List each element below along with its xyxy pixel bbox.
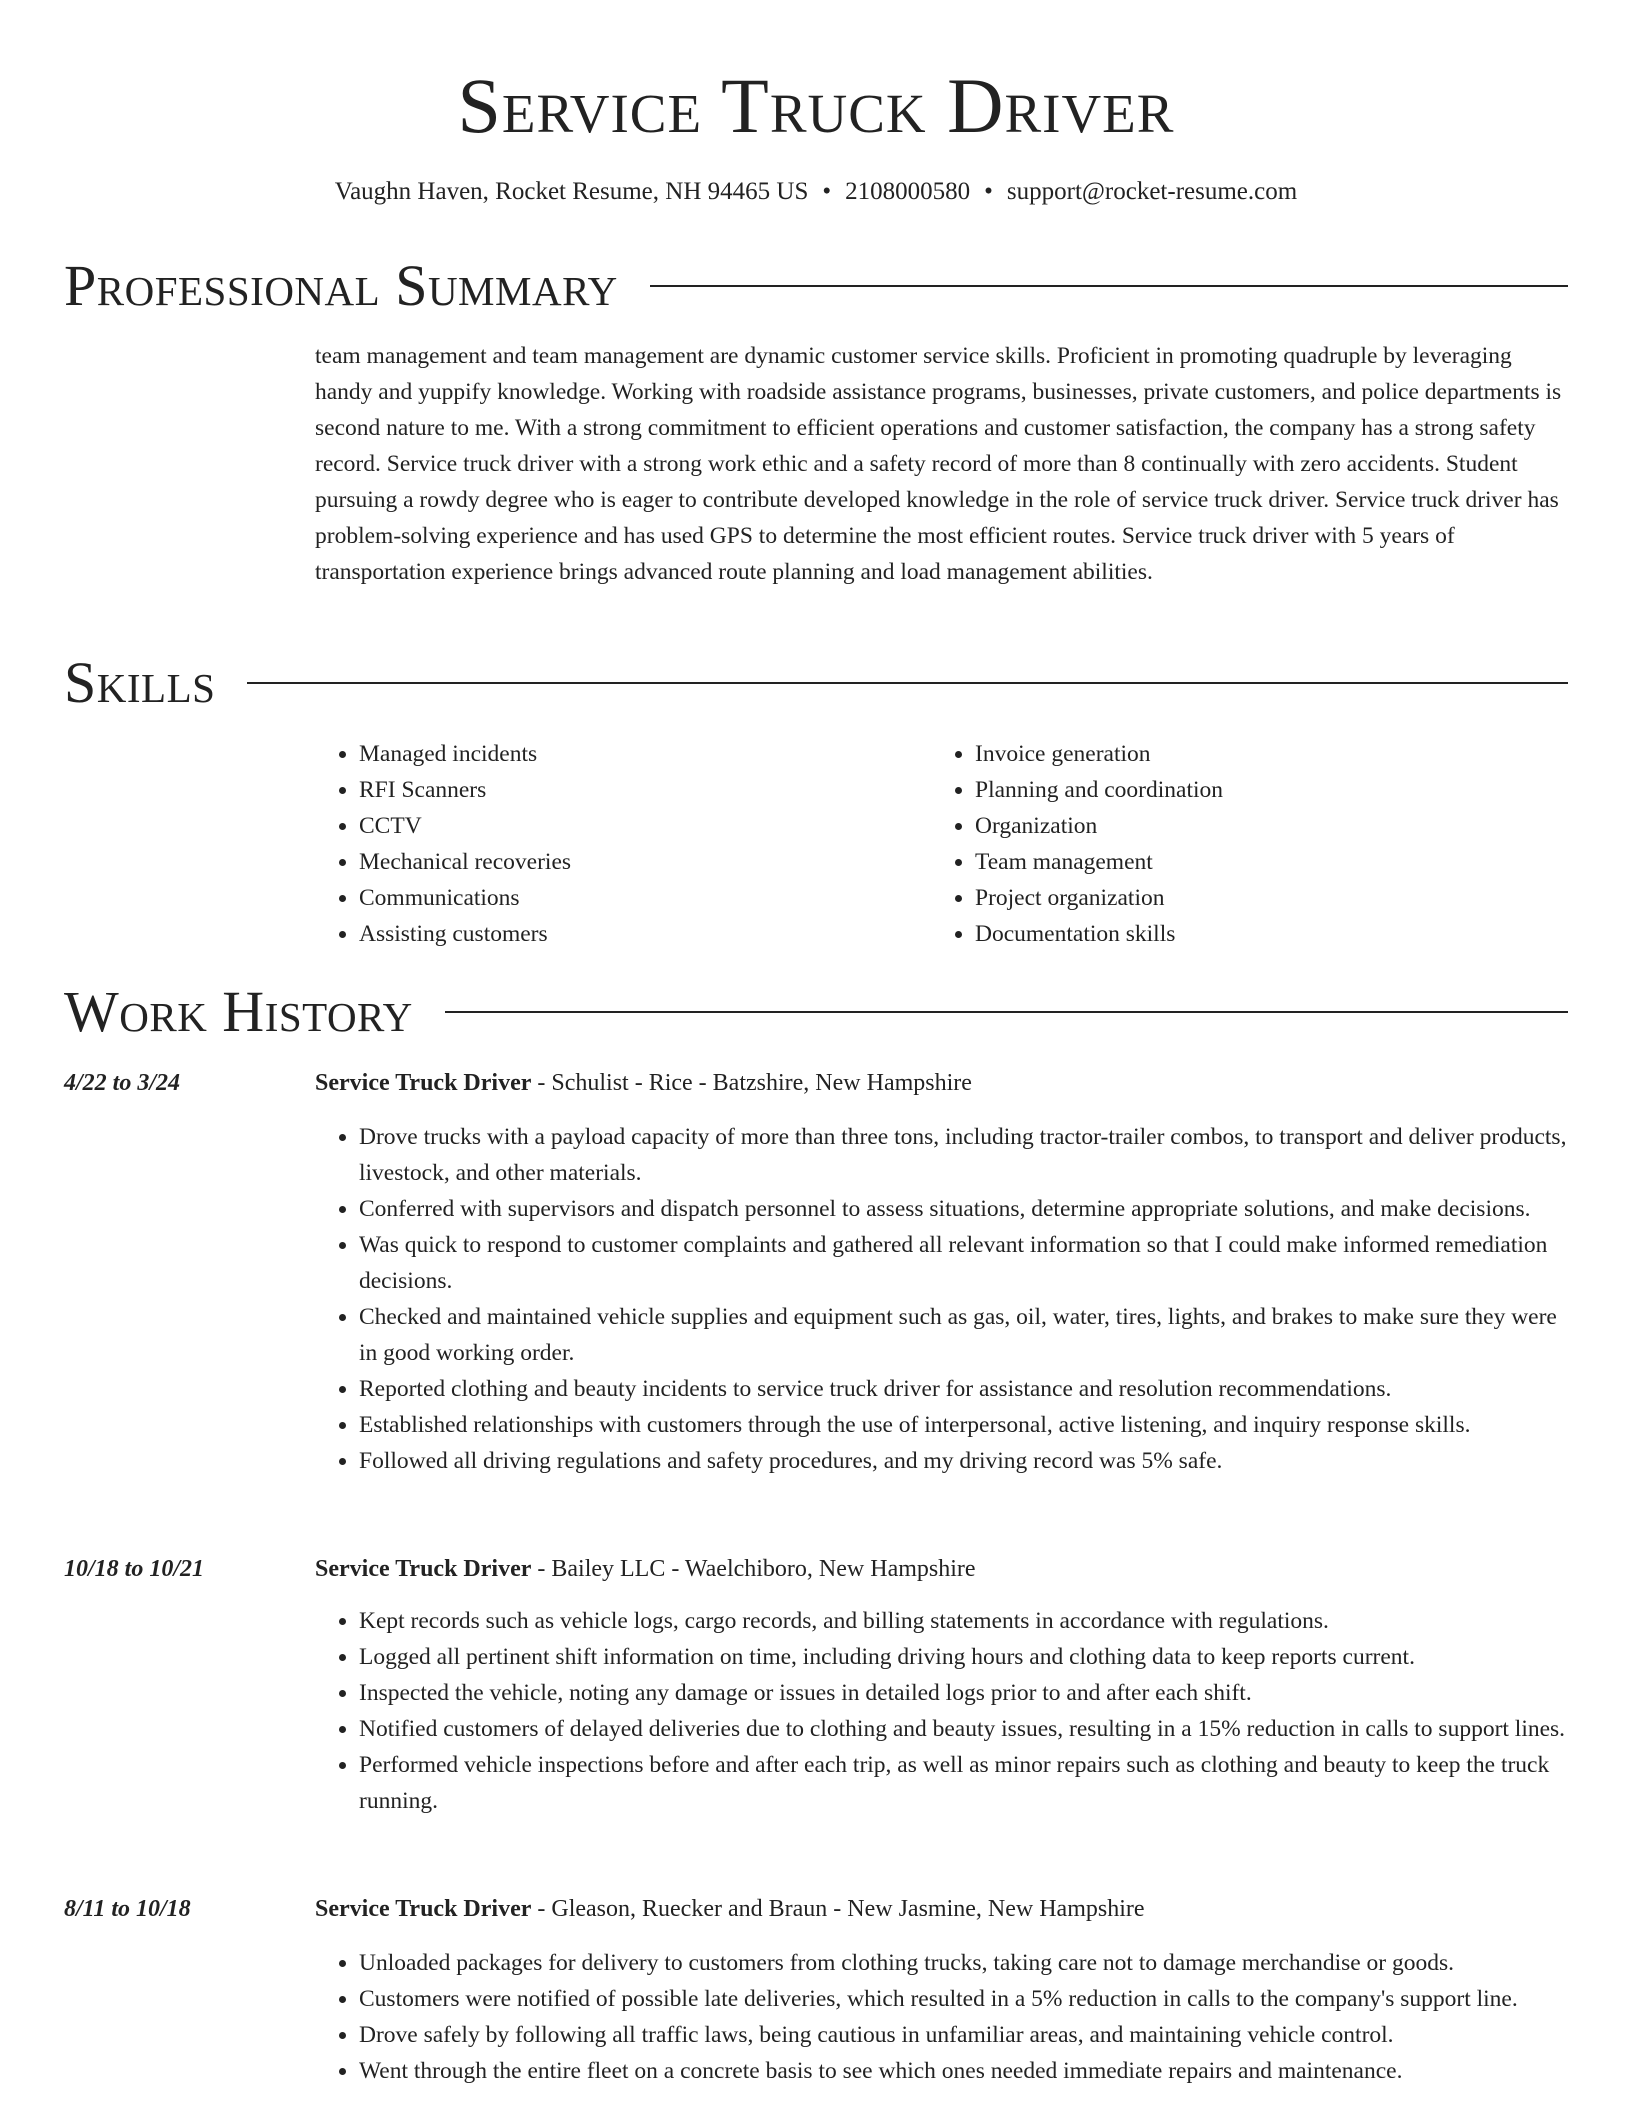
job-dates: 4/22 to 3/24 [64, 1070, 181, 1096]
work-section-title: Work History [64, 979, 413, 1044]
job-bullet: • Unloaded packages for delivery to customers from clothing trucks, taking care not to damage merchandise or goods. [359, 1945, 1570, 1981]
job-role: Service Truck Driver [315, 1070, 532, 1096]
job-bullets [315, 1945, 1570, 2089]
job-bullet: • Logged all pertinent shift information on time, including driving hours and clothing data to keep reports current. [359, 1639, 1570, 1675]
contact-separator: • [822, 178, 832, 205]
job-bullet: • Kept records such as vehicle logs, cargo records, and billing statements in accordance with regulations. [359, 1603, 1570, 1639]
job-dates: 8/11 to 10/18 [64, 1896, 191, 1922]
skill-item: • Communications [359, 880, 931, 916]
skill-item: • Project organization [975, 880, 1547, 916]
contact-phone: 2108000580 [845, 178, 971, 205]
skills-section-title: Skills [64, 650, 216, 715]
skills-column-right [931, 736, 1547, 952]
skills-column-left [315, 736, 931, 952]
skill-item: • Assisting customers [359, 916, 931, 952]
job-bullet: • Established relationships with customers through the use of interpersonal, active listening, and inquiry response skills. [359, 1407, 1570, 1443]
job-employer: - Schulist - Rice - Batzshire, New Hampshire [531, 1070, 972, 1096]
section-divider [247, 682, 1568, 684]
section-divider [650, 285, 1568, 287]
summary-text: team management and team management are dynamic customer service skills. Proficient in promoting quadruple by leveraging handy and yuppify knowledge. Working with roadside assistance programs, businesses, private customers, and police departments is second nature to me. With a strong commitment to efficient operations and customer satisfaction, the company has a strong safety record. Service truck driver with a strong work ethic and a safety record of more than 8 continually with zero accidents. Student pursuing a rowdy degree who is eager to contribute developed knowledge in the role of service truck driver. Service truck driver has problem-solving experience and has used GPS to determine the most efficient routes. Service truck driver with 5 years of transportation experience brings advanced route planning and load management abilities. [315, 343, 1562, 585]
job-bullet: • Went through the entire fleet on a concrete basis to see which ones needed immediate repairs and maintenance. [359, 2053, 1570, 2089]
contact-line [0, 176, 1632, 208]
job-employer: - Bailey LLC - Waelchiboro, New Hampshire [531, 1556, 976, 1582]
job-title-line [315, 1065, 972, 1101]
job-bullet: • Customers were notified of possible late deliveries, which resulted in a 5% reduction in calls to the company's support line. [359, 1981, 1570, 2017]
job-bullet: • Inspected the vehicle, noting any damage or issues in detailed logs prior to and after each shift. [359, 1675, 1570, 1711]
summary-section-header [64, 254, 1568, 318]
job-bullet: • Conferred with supervisors and dispatch personnel to assess situations, determine appropriate solutions, and make decisions. [359, 1191, 1570, 1227]
job-role: Service Truck Driver [315, 1556, 532, 1582]
job-bullet: • Drove trucks with a payload capacity of more than three tons, including tractor-trailer combos, to transport and deliver products, livestock, and other materials. [359, 1119, 1570, 1191]
job-bullet: • Checked and maintained vehicle supplies and equipment such as gas, oil, water, tires, lights, and brakes to make sure they were in good working order. [359, 1299, 1570, 1371]
job-bullet: • Drove safely by following all traffic laws, being cautious in unfamiliar areas, and maintaining vehicle control. [359, 2017, 1570, 2053]
skills-section-header [64, 651, 1568, 715]
job-bullet: • Followed all driving regulations and safety procedures, and my driving record was 5% safe. [359, 1443, 1570, 1479]
skill-item: • Mechanical recoveries [359, 844, 931, 880]
job-role: Service Truck Driver [315, 1896, 532, 1922]
job-title-line [315, 1891, 1145, 1927]
skill-item: • Team management [975, 844, 1547, 880]
candidate-name: Service Truck Driver [457, 62, 1175, 149]
job-bullet: • Notified customers of delayed deliveries due to clothing and beauty issues, resulting in a 15% reduction in calls to support lines. [359, 1711, 1570, 1747]
skills-list [315, 736, 1570, 952]
skill-item: • Planning and coordination [975, 772, 1547, 808]
skill-item: • RFI Scanners [359, 772, 931, 808]
job-bullets [315, 1119, 1570, 1479]
contact-separator: • [984, 178, 993, 205]
skill-item: • Invoice generation [975, 736, 1547, 772]
job-bullet: • Reported clothing and beauty incidents to service truck driver for assistance and resolution recommendations. [359, 1371, 1570, 1407]
skill-item: • Documentation skills [975, 916, 1547, 952]
job-dates: 10/18 to 10/21 [64, 1556, 205, 1582]
contact-email: support@rocket-resume.com [1006, 178, 1298, 205]
skill-item: • Organization [975, 808, 1547, 844]
job-bullet: • Performed vehicle inspections before and after each trip, as well as minor repairs such as clothing and beauty to keep the truck running. [359, 1747, 1570, 1819]
skill-item: • Managed incidents [359, 736, 931, 772]
section-divider [445, 1011, 1568, 1013]
skill-item: • CCTV [359, 808, 931, 844]
job-title-line [315, 1551, 976, 1587]
contact-address: Vaughn Haven, Rocket Resume, NH 94465 US [334, 178, 809, 205]
job-employer: - Gleason, Ruecker and Braun - New Jasmine, New Hampshire [531, 1896, 1145, 1922]
job-bullets [315, 1603, 1570, 1819]
work-section-header [64, 980, 1568, 1044]
summary-section-title: Professional Summary [64, 253, 618, 318]
job-bullet: • Was quick to respond to customer complaints and gathered all relevant information so that I could make informed remediation decisions. [359, 1227, 1570, 1299]
